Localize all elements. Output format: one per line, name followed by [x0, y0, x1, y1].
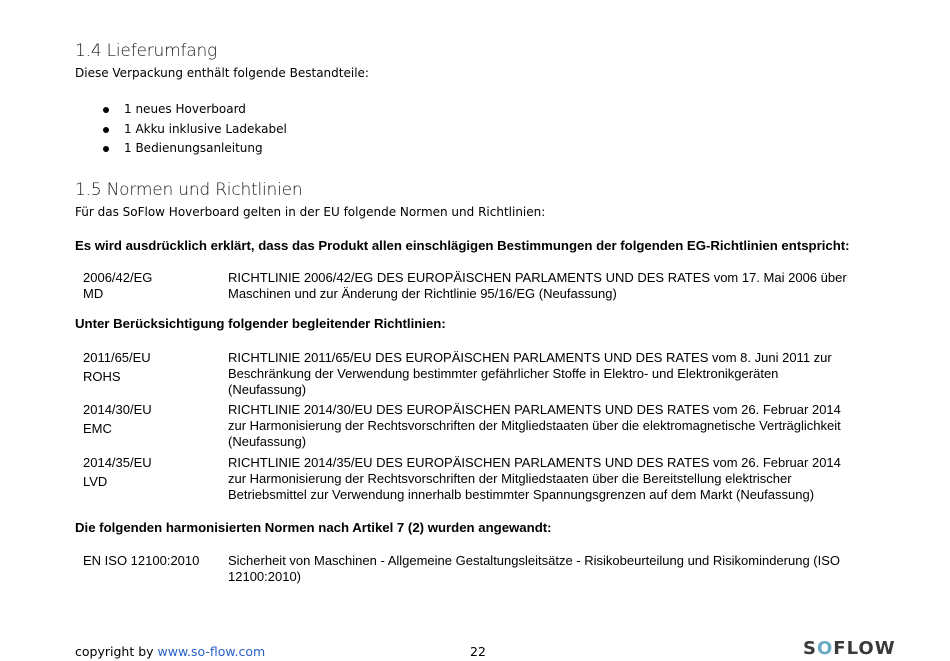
- accompanying-heading: Unter Berücksichtigung folgender begleitender Richtlinien:: [75, 316, 446, 331]
- directive-description: RICHTLINIE 2014/35/EU DES EUROPÄISCHEN PARLAMENTS UND DES RATES vom 26. Februar 2014 zur Harmonisierung der Rechtsvorschriften der Mitgliedstaaten über die Bereitstellung elektrischer Betriebsmittel zur Verwendung innerhalb bestimmter Spannungsgrenzen auf dem Markt (Neufassung): [228, 455, 841, 502]
- scope-of-delivery-list: [75, 100, 287, 159]
- directive-code: 2006/42/EG MD: [83, 270, 153, 301]
- list-item: 1 Bedienungsanleitung: [75, 139, 287, 159]
- section-heading-lieferumfang: 1.4 Lieferumfang: [75, 41, 218, 61]
- list-item: 1 Akku inklusive Ladekabel: [75, 120, 287, 140]
- soflow-logo: SOFLOW: [803, 638, 896, 659]
- section-intro-normen: Für das SoFlow Hoverboard gelten in der EU folgende Normen und Richtlinien:: [75, 205, 546, 219]
- list-item: 1 neues Hoverboard: [75, 100, 287, 120]
- directive-description: RICHTLINIE 2006/42/EG DES EUROPÄISCHEN PARLAMENTS UND DES RATES vom 17. Mai 2006 über Maschinen und zur Änderung der Richtlinie 95/16/EG (Neufassung): [228, 270, 847, 301]
- directive-description: RICHTLINIE 2011/65/EU DES EUROPÄISCHEN PARLAMENTS UND DES RATES vom 8. Juni 2011 zur Beschränkung der Verwendung bestimmter gefährlicher Stoffe in Elektro- und Elektronikgeräten (Neufassung): [228, 350, 832, 397]
- standard-code: EN ISO 12100:2010: [83, 553, 200, 568]
- section-intro-lieferumfang: Diese Verpackung enthält folgende Bestandteile:: [75, 66, 369, 80]
- bullet-icon: [103, 107, 109, 113]
- harmonized-heading: Die folgenden harmonisierten Normen nach Artikel 7 (2) wurden angewandt:: [75, 520, 552, 535]
- standard-description: Sicherheit von Maschinen - Allgemeine Gestaltungsleitsätze - Risikobeurteilung und Risikominderung (ISO 12100:2010): [228, 553, 841, 584]
- declaration-heading: Es wird ausdrücklich erklärt, dass das Produkt allen einschlägigen Bestimmungen der folgenden EG-Richtlinien entspricht:: [75, 238, 850, 253]
- bullet-icon: [103, 146, 109, 152]
- section-heading-normen: 1.5 Normen und Richtlinien: [75, 180, 303, 200]
- bullet-icon: [103, 127, 109, 133]
- footer-copyright: copyright by www.so-flow.com: [75, 644, 266, 659]
- directive-description: RICHTLINIE 2014/30/EU DES EUROPÄISCHEN PARLAMENTS UND DES RATES vom 26. Februar 2014 zur Harmonisierung der Rechtsvorschriften der Mitgliedstaaten über die elektromagnetische Verträglichkeit (Neufassung): [228, 402, 841, 449]
- page-number: 22: [470, 644, 486, 659]
- directive-code: 2014/35/EU LVD: [83, 455, 152, 489]
- directive-code: 2014/30/EU EMC: [83, 402, 152, 436]
- website-link[interactable]: www.so-flow.com: [157, 644, 266, 659]
- directive-code: 2011/65/EU ROHS: [83, 350, 151, 384]
